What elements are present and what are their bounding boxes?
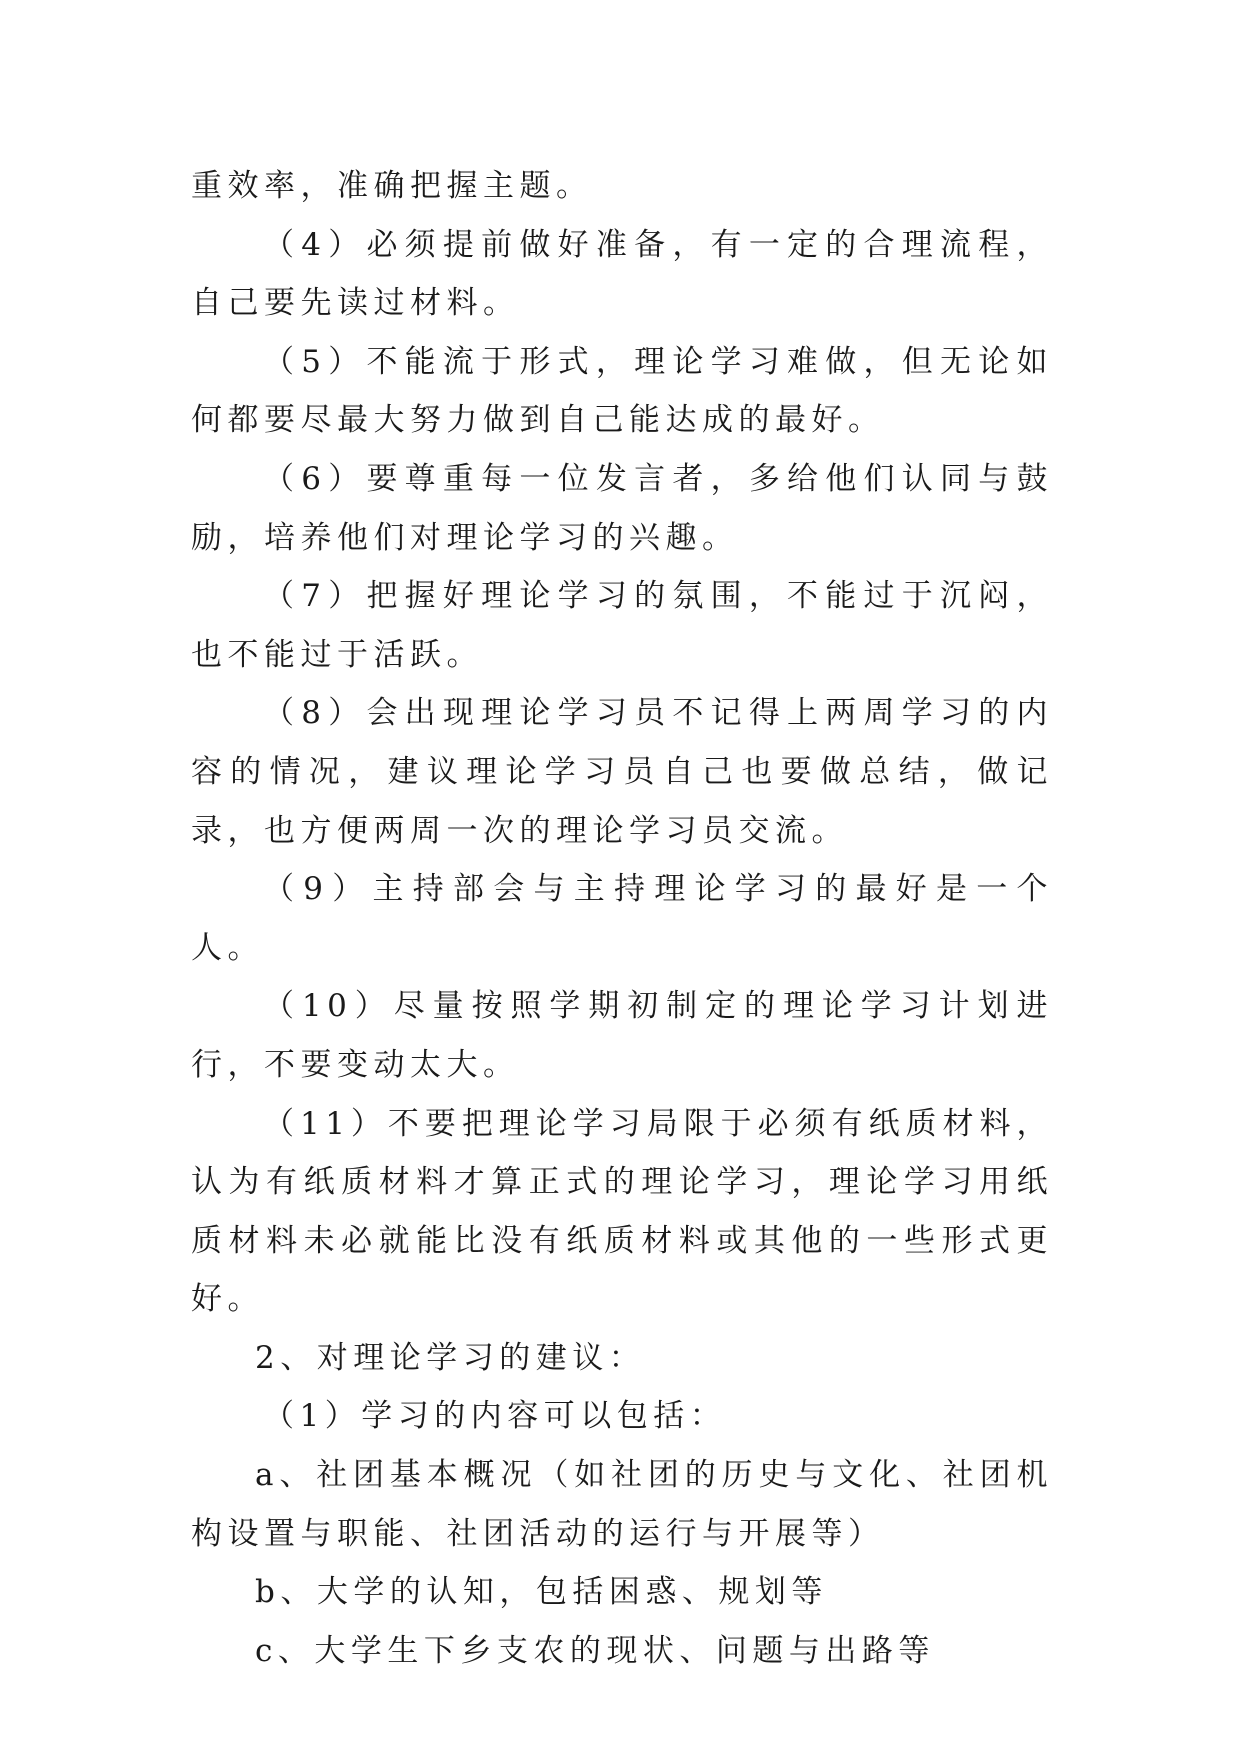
list-item-a: a、社团基本概况（如社团的历史与文化、社团机构设置与职能、社团活动的运行与开展等）: [191, 1457, 1053, 1552]
paragraph-item-8: （8）会出现理论学习员不记得上两周学习的内容的情况，建议理论学习员自己也要做总结，做记录，也方便两周一次的理论学习员交流。: [191, 695, 1053, 849]
paragraph-item-7: （7）把握好理论学习的氛围，不能过于沉闷，也不能过于活跃。: [191, 578, 1053, 673]
paragraph-item-11: （11）不要把理论学习局限于必须有纸质材料，认为有纸质材料才算正式的理论学习，理论学习用纸质材料未必就能比没有纸质材料或其他的一些形式更好。: [191, 1105, 1053, 1318]
section-heading-suggestions: 2、对理论学习的建议：: [255, 1339, 646, 1376]
paragraph-item-10: （10）尽量按照学期初制定的理论学习计划进行，不要变动太大。: [191, 988, 1053, 1083]
paragraph-continuation: 重效率，准确把握主题。: [191, 168, 593, 204]
paragraph-item-5: （5）不能流于形式，理论学习难做，但无论如何都要尽最大努力做到自己能达成的最好。: [191, 343, 1053, 439]
paragraph-item-1: （1）学习的内容可以包括：: [263, 1398, 727, 1435]
list-item-c: c、大学生下乡支农的现状、问题与出路等: [255, 1632, 935, 1669]
paragraph-item-6: （6）要尊重每一位发言者，多给他们认同与鼓励，培养他们对理论学习的兴趣。: [191, 460, 1053, 556]
paragraph-item-9: （9）主持部会与主持理论学习的最好是一个人。: [191, 871, 1053, 966]
list-item-b: b、大学的认知，包括困惑、规划等: [255, 1574, 828, 1611]
paragraph-item-4: （4）必须提前做好准备，有一定的合理流程，自己要先读过材料。: [191, 226, 1053, 322]
document-body: [191, 157, 1053, 1680]
